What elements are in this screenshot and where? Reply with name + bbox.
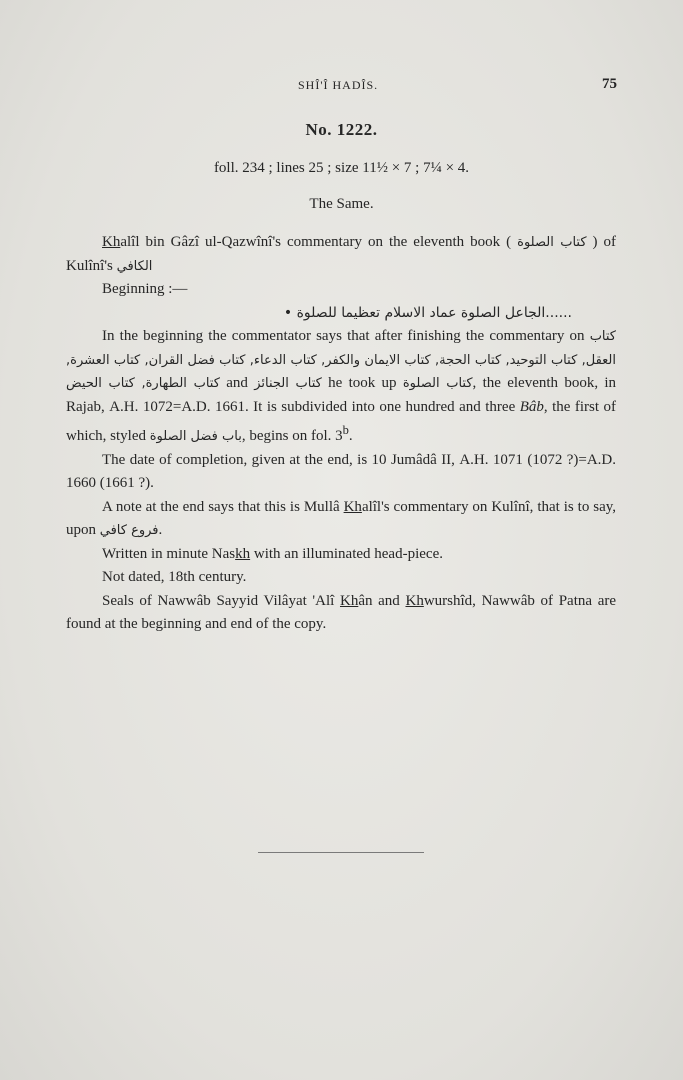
paragraph-script: Written in minute Naskh with an illuminated head-piece.: [102, 545, 443, 562]
divider-rule: [258, 852, 424, 853]
beginning-label: Beginning :—: [102, 281, 188, 297]
running-title: SHÎ'Î HADÎS.: [298, 78, 379, 92]
folio-info: foll. 234 ; lines 25 ; size 11½ × 7 ; 7¼ × 4.: [213, 160, 470, 176]
paragraph-dating: Not dated, 18th century.: [102, 569, 247, 585]
arabic-title: كتاب الصلوة: [517, 235, 587, 250]
subject-line: The Same.: [309, 196, 374, 212]
arabic-books-list: كتاب العقل, كتاب التوحيد, كتاب الحجة, كتاب الايمان والكفر, كتاب الدعاء, كتاب فضل القران, كتاب العشرة, كتاب الطهارة, كتاب الحيض: [66, 329, 616, 391]
paragraph-note: A note at the end says that this is Mullâ Khalîl's commentary on Kulînî, that is to say, upon فروع كافي.: [66, 498, 616, 538]
author-initial: Kh: [102, 234, 121, 250]
page-header: [0, 78, 683, 98]
arabic-chapter: باب فضل الصلوة: [149, 429, 242, 444]
beginning-text: ......الجاعل الصلوة عماد الاسلام تعظيما للصلوة •: [283, 304, 572, 321]
arabic-work: الكافي: [116, 258, 153, 274]
manuscript-number: No. 1222.: [305, 120, 378, 139]
arabic-prayer-book: كتاب الصلوة: [402, 376, 473, 391]
paragraph-date: The date of completion, given at the end, is 10 Jumâdâ II, A.H. 1071 (1072 ?)=A.D. 1660 (1661 ?).: [66, 451, 617, 491]
page-number: 75: [602, 76, 617, 92]
paragraph-author: Khalîl bin Gâzî ul-Qazwînî's commentary on the eleventh book ( كتاب الصلوة ) of Kulînî's الكافي: [66, 234, 617, 274]
arabic-funerals: كتاب الجنائز: [254, 376, 322, 391]
paragraph-commentary: In the beginning the commentator says that after finishing the commentary on كتاب العقل, كتاب التوحيد, كتاب الحجة, كتاب الايمان والكفر, كتاب الدعاء, كتاب فضل القران, كتاب العشرة, كتاب الطهارة, كتاب الحيض and كتاب الجنائز he took up كتاب الصلوة, the eleventh book, in Rajab, A.H. 1072=A.D. 1661. It is subdivided into one hundred and three Bâb, the first of which, styled باب فضل الصلوة, begins on fol. 3$^b$.: [66, 328, 617, 444]
arabic-furu: فروع كافي: [99, 523, 159, 538]
paragraph-seals: Seals of Nawwâb Sayyid Vilâyat 'Alî Khân and Khwurshîd, Nawwâb of Patna are found at the beginning and end of the copy.: [66, 592, 617, 632]
entry-body: [66, 231, 616, 637]
